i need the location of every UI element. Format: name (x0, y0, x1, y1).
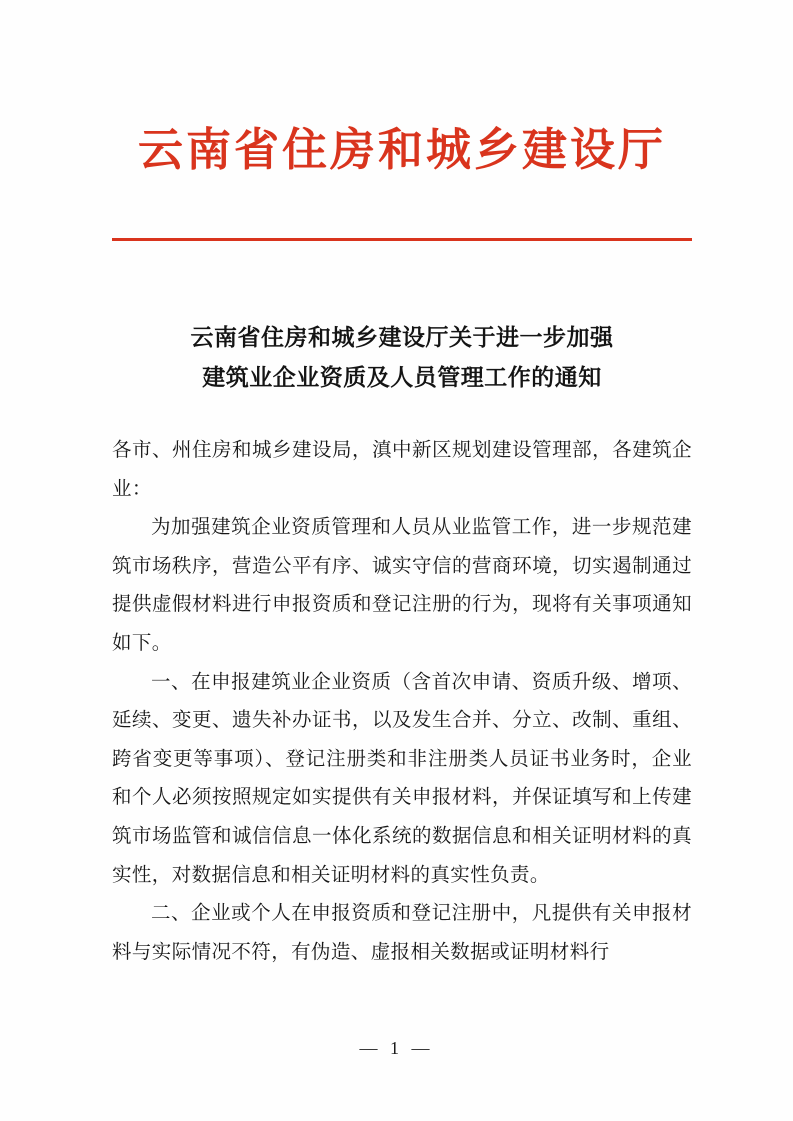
paragraph-article-two: 二、企业或个人在申报资质和登记注册中，凡提供有关申报材料与实际情况不符，有伪造、虚报相关数据或证明材料行 (112, 903, 692, 963)
page-number: — 1 — (359, 1038, 434, 1058)
paragraph-article-one: 一、在申报建筑业企业资质（含首次申请、资质升级、增项、延续、变更、遗失补办证书，以及发生合并、分立、改制、重组、跨省变更等事项）、登记注册类和非注册类人员证书业务时，企业和个人必须按照规定如实提供有关申报材料，并保证填写和上传建筑市场监管和诚信信息一体化系统的数据信息和相关证明材料的真实性，对数据信息和相关证明材料的真实性负责。 (112, 671, 692, 886)
masthead-divider-rule (112, 238, 692, 241)
issuing-organization-title: 云南省住房和城乡建设厅 (137, 125, 666, 175)
masthead (112, 125, 692, 177)
document-title (132, 318, 672, 399)
document-title-line-1: 云南省住房和城乡建设厅关于进一步加强 (190, 325, 614, 350)
document-content (112, 432, 692, 973)
paragraph-recipients: 各市、州住房和城乡建设局，滇中新区规划建设管理部，各建筑企业： (112, 440, 692, 500)
document-title-line-2: 建筑业企业资质及人员管理工作的通知 (202, 365, 602, 391)
paragraph-preamble: 为加强建筑企业资质管理和人员从业监管工作，进一步规范建筑市场秩序，营造公平有序、诚实守信的营商环境，切实遏制通过提供虚假材料进行申报资质和登记注册的行为，现将有关事项通知如下。 (112, 517, 692, 655)
